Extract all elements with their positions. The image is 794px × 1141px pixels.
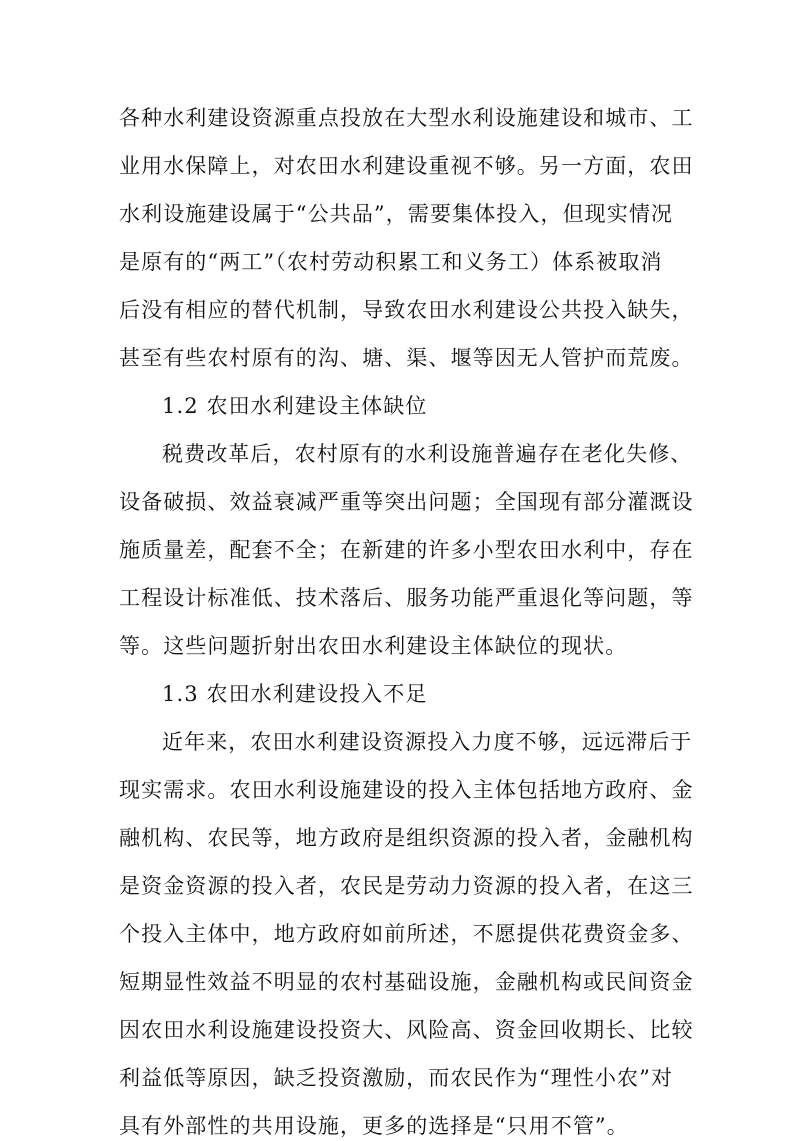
paragraph-line: 后没有相应的替代机制，导致农田水利建设公共投入缺失， xyxy=(119,298,694,322)
section-heading: 1.2 农田水利建设主体缺位 xyxy=(162,394,428,418)
paragraph-line: 因农田水利设施建设投资大、风险高、资金回收期长、比较 xyxy=(119,1018,694,1042)
paragraph-line: 工程设计标准低、技术落后、服务功能严重退化等问题，等 xyxy=(119,586,694,610)
paragraph-line: 是原有的“两工”（农村劳动积累工和义务工）体系被取消 xyxy=(119,250,663,274)
paragraph-line: 个投入主体中，地方政府如前所述，不愿提供花费资金多、 xyxy=(119,922,694,946)
paragraph-line: 融机构、农民等，地方政府是组织资源的投入者，金融机构 xyxy=(119,826,694,850)
paragraph-line: 等。这些问题折射出农田水利建设主体缺位的现状。 xyxy=(119,634,628,658)
paragraph-line: 甚至有些农村原有的沟、塘、渠、堰等因无人管护而荒废。 xyxy=(119,346,694,370)
paragraph-line: 近年来，农田水利建设资源投入力度不够，远远滞后于 xyxy=(162,730,693,754)
paragraph-line: 现实需求。农田水利设施建设的投入主体包括地方政府、金 xyxy=(119,778,694,802)
paragraph-line: 具有外部性的共用设施，更多的选择是“只用不管”。 xyxy=(119,1114,629,1138)
paragraph-line: 是资金资源的投入者，农民是劳动力资源的投入者，在这三 xyxy=(119,874,694,898)
paragraph-line: 水利设施建设属于“公共品”，需要集体投入，但现实情况 xyxy=(119,202,674,226)
paragraph-line: 利益低等原因，缺乏投资激励，而农民作为“理性小农”对 xyxy=(119,1066,674,1090)
paragraph-line: 施质量差，配套不全；在新建的许多小型农田水利中，存在 xyxy=(119,538,694,562)
paragraph-line: 各种水利建设资源重点投放在大型水利设施建设和城市、工 xyxy=(119,106,694,130)
paragraph-line: 设备破损、效益衰减严重等突出问题；全国现有部分灌溉设 xyxy=(119,490,694,514)
paragraph-line: 短期显性效益不明显的农村基础设施，金融机构或民间资金 xyxy=(119,970,694,994)
paragraph-line: 税费改革后，农村原有的水利设施普遍存在老化失修、 xyxy=(162,442,693,466)
section-heading: 1.3 农田水利建设投入不足 xyxy=(162,682,428,706)
paragraph-line: 业用水保障上，对农田水利建设重视不够。另一方面，农田 xyxy=(119,154,694,178)
